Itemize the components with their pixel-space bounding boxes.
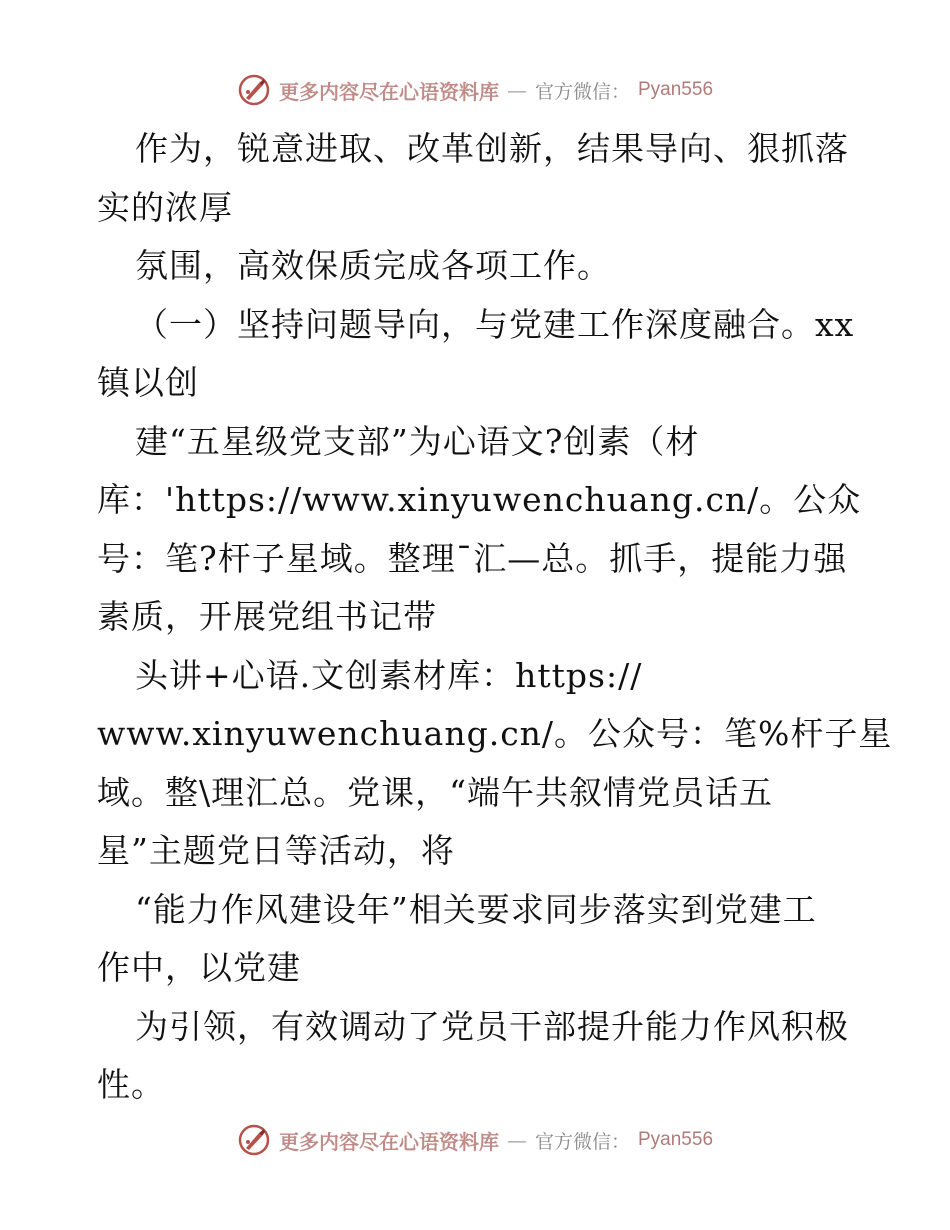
paragraph-line: 库：'https://www.xinyuwenchuang.cn/。公众	[97, 480, 862, 519]
banner-dash: —	[506, 78, 527, 102]
paragraph-line: 星”主题党日等活动，将	[97, 831, 455, 870]
quill-logo-icon	[237, 73, 271, 107]
paragraph-line: 氛围，高效保质完成各项工作。	[135, 246, 611, 285]
paragraph-line: 性。	[97, 1065, 165, 1104]
paragraph-line: 为引领，有效调动了党员干部提升能力作风积极	[135, 1006, 849, 1046]
banner-dash: —	[506, 1128, 527, 1152]
banner-wechat-id: Pyan556	[638, 1129, 714, 1150]
paragraph-line: 头讲+心语.文创素材库：https://	[135, 655, 643, 695]
paragraph-line: 作中，以党建	[97, 948, 301, 987]
paragraph-line: 作为，锐意进取、改革创新，结果导向、狠抓落	[135, 129, 849, 168]
paragraph-line: 建“五星级党支部”为心语文?创素（材	[135, 421, 700, 461]
paragraph-line: 号：笔?杆子星域。整理¯汇—总。抓手，提能力强	[97, 538, 848, 578]
document-body	[97, 120, 893, 1115]
paragraph-line: “能力作风建设年”相关要求同步落实到党建工	[135, 889, 817, 929]
paragraph-line: 域。整\理汇总。党课，“端午共叙情党员话五	[97, 772, 773, 812]
paragraph-line: 素质，开展党组书记带	[97, 597, 437, 636]
banner-main-text: 更多内容尽在心语资料库	[278, 79, 499, 104]
paragraph-line: 镇以创	[97, 363, 199, 402]
banner-wechat-label: 官方微信：	[534, 80, 630, 103]
banner-wechat-label: 官方微信：	[534, 1130, 630, 1153]
header-banner	[0, 70, 950, 110]
footer-banner	[0, 1120, 950, 1160]
paragraph-line: www.xinyuwenchuang.cn/。公众号：笔%杆子星	[97, 714, 893, 753]
banner-main-text: 更多内容尽在心语资料库	[278, 1129, 499, 1154]
paragraph-line: 实的浓厚	[97, 187, 233, 227]
banner-wechat-id: Pyan556	[638, 79, 714, 100]
paragraph-line: （一）坚持问题导向，与党建工作深度融合。xx	[135, 304, 855, 344]
quill-logo-icon	[237, 1123, 271, 1157]
